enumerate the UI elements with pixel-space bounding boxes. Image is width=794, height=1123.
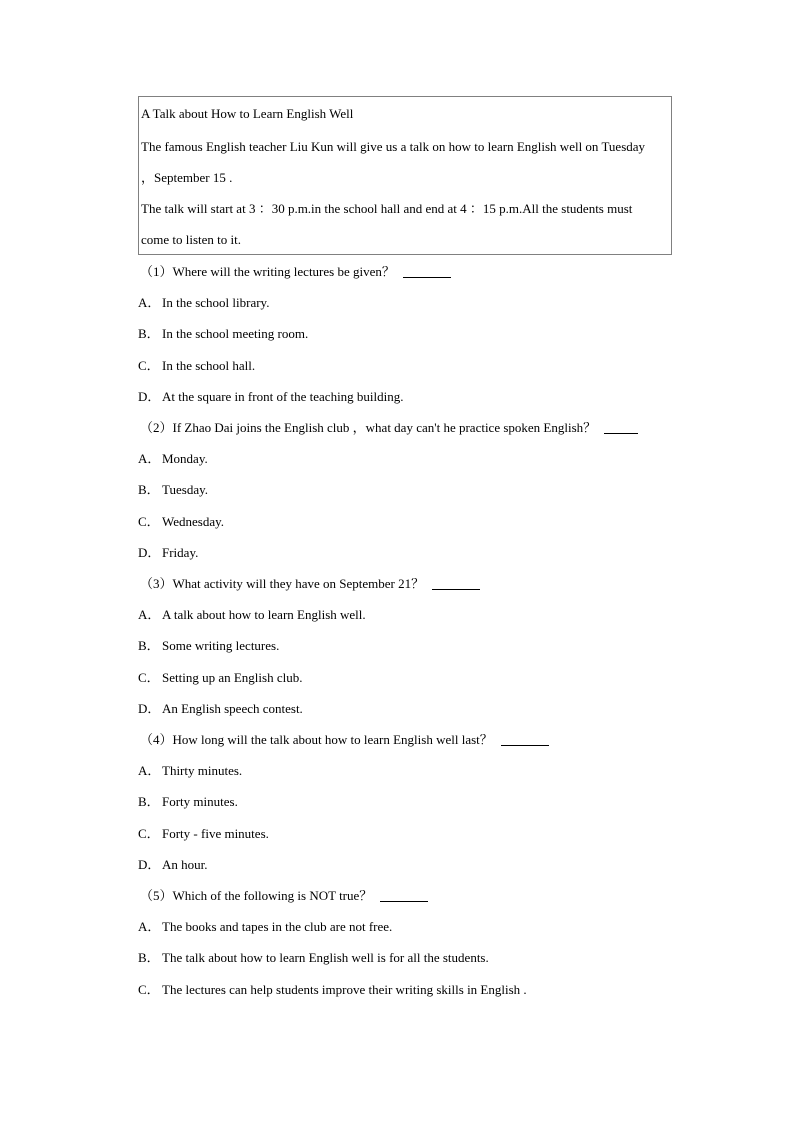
question-5-option-a[interactable]: A． The books and tapes in the club are not free.: [138, 919, 393, 934]
question-5-option-c[interactable]: C． The lectures can help students improve their writing skills in English .: [138, 982, 527, 997]
notice-line-2: ，September 15 .: [141, 170, 233, 185]
question-2-option-d[interactable]: D． Friday.: [138, 545, 199, 560]
question-1-option-b[interactable]: B． In the school meeting room.: [138, 326, 309, 341]
question-2-stem: （2）If Zhao Dai joins the English club ，what day can't he practice spoken English？: [138, 412, 678, 443]
notice-title: A Talk about How to Learn English Well: [141, 106, 354, 121]
answer-blank-5[interactable]: [380, 900, 428, 902]
question-1-option-c[interactable]: C． In the school hall.: [138, 358, 256, 373]
question-4-option-b[interactable]: B． Forty minutes.: [138, 794, 238, 809]
question-4-stem: （4）How long will the talk about how to learn English well last？: [138, 724, 678, 755]
question-4-option-d[interactable]: D． An hour.: [138, 857, 208, 872]
question-1-option-a[interactable]: A． In the school library.: [138, 295, 270, 310]
question-3-stem: （3）What activity will they have on September 21？: [138, 568, 678, 599]
answer-blank-3[interactable]: [432, 588, 480, 590]
question-5-option-b[interactable]: B． The talk about how to learn English well is for all the students.: [138, 950, 489, 965]
question-1-option-d[interactable]: D． At the square in front of the teaching building.: [138, 389, 404, 404]
answer-blank-1[interactable]: [403, 276, 451, 278]
notice-line-1: The famous English teacher Liu Kun will give us a talk on how to learn English well on Tuesday: [141, 139, 646, 154]
question-3-option-a[interactable]: A． A talk about how to learn English well.: [138, 607, 366, 622]
question-3-option-b[interactable]: B． Some writing lectures.: [138, 638, 280, 653]
question-3-option-c[interactable]: C． Setting up an English club.: [138, 670, 303, 685]
question-5-stem: （5）Which of the following is NOT true？: [138, 880, 678, 911]
notice-line-4: come to listen to it.: [141, 232, 242, 247]
question-3-option-d[interactable]: D． An English speech contest.: [138, 701, 303, 716]
question-2-option-a[interactable]: A． Monday.: [138, 451, 208, 466]
question-2-option-b[interactable]: B． Tuesday.: [138, 482, 208, 497]
question-4-option-c[interactable]: C． Forty - five minutes.: [138, 826, 269, 841]
answer-blank-4[interactable]: [501, 744, 549, 746]
notice-box: [138, 96, 672, 255]
question-1-stem: （1）Where will the writing lectures be given？: [138, 256, 678, 287]
notice-line-3: The talk will start at 3 ：30 p.m.in the school hall and end at 4 ：15 p.m.All the students must: [141, 201, 633, 216]
question-4-option-a[interactable]: A． Thirty minutes.: [138, 763, 243, 778]
answer-blank-2[interactable]: [604, 432, 638, 434]
question-2-option-c[interactable]: C． Wednesday.: [138, 514, 225, 529]
